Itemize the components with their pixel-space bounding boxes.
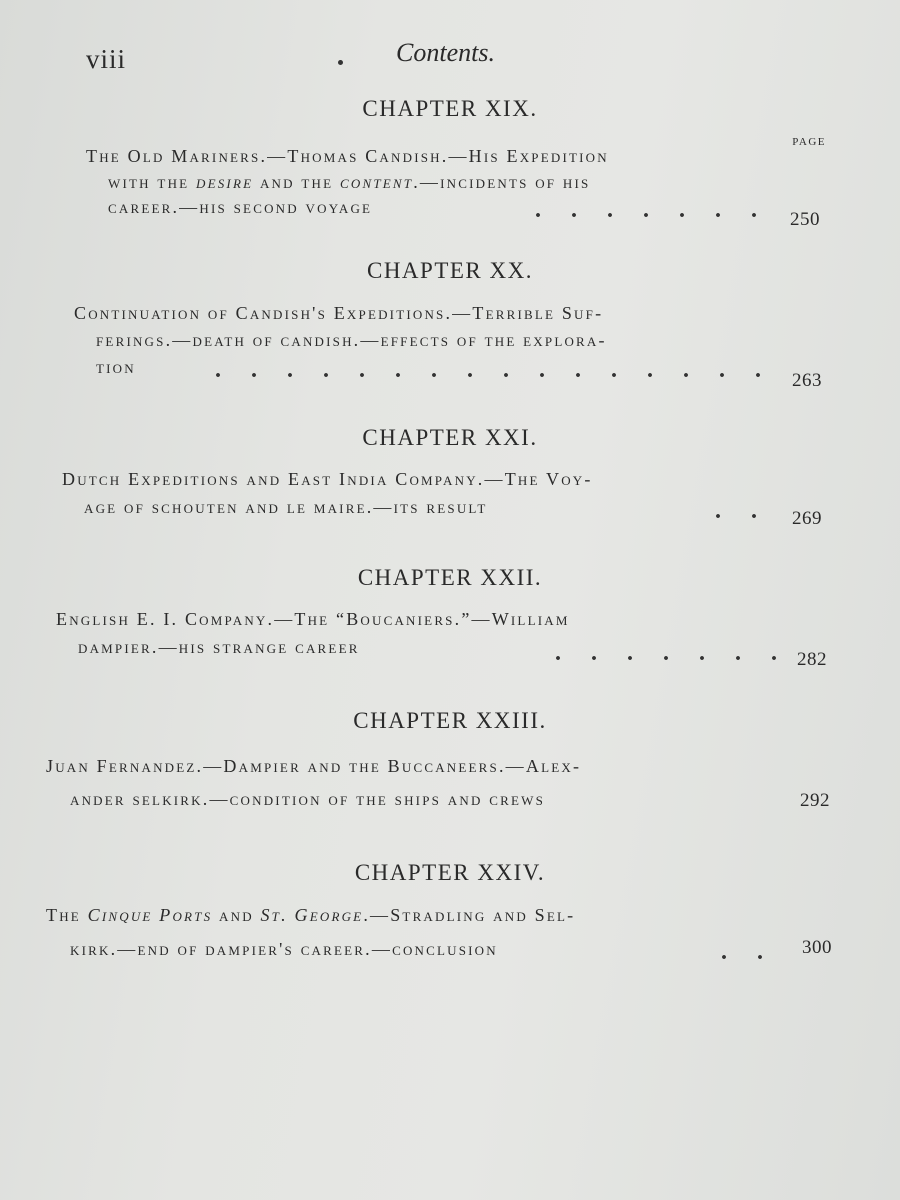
chapter-heading: CHAPTER XXI. bbox=[362, 425, 538, 450]
entry-line: Continuation of Candish's Expeditions.—Terrible Suf- bbox=[74, 303, 604, 323]
entry-line: tion bbox=[96, 357, 136, 377]
italic-title: desire bbox=[196, 172, 254, 192]
page-number: 263 bbox=[792, 370, 822, 391]
page-number: 282 bbox=[797, 649, 827, 670]
page-number: 250 bbox=[790, 209, 820, 230]
chapter-heading: CHAPTER XXIII. bbox=[353, 708, 547, 733]
entry-line: The Old Mariners.—Thomas Candish.—His Expedition bbox=[86, 146, 609, 166]
entry-line: English E. I. Company.—The “Boucaniers.”—William bbox=[56, 609, 570, 629]
entry-line: Dutch Expeditions and East India Company.—The Voy- bbox=[62, 469, 593, 489]
italic-title: St. George bbox=[260, 905, 364, 925]
page-number: 269 bbox=[792, 508, 822, 529]
chapter-heading: CHAPTER XIX. bbox=[362, 96, 538, 121]
entry-line: age of schouten and le maire.—its result bbox=[84, 497, 488, 517]
running-head bbox=[86, 38, 786, 78]
entry-line: The Cinque Ports and St. George.—Stradling and Sel- bbox=[46, 905, 576, 925]
page-folio: viii bbox=[86, 44, 127, 74]
dot-leaders bbox=[520, 211, 776, 219]
dot-leaders bbox=[200, 371, 778, 379]
page-number: 292 bbox=[800, 790, 830, 811]
running-head-title: Contents. bbox=[396, 38, 495, 67]
entry-line: dampier.—his strange career bbox=[78, 637, 360, 657]
chapter-heading: CHAPTER XXII. bbox=[357, 565, 543, 590]
entry-line: ander selkirk.—condition of the ships and crews bbox=[70, 789, 546, 809]
dot-leaders bbox=[700, 512, 776, 520]
entry-line: Juan Fernandez.—Dampier and the Buccaneers.—Alex- bbox=[46, 756, 582, 776]
printer-dot bbox=[338, 60, 343, 65]
entry-line: with the desire and the content.—incidents of his bbox=[108, 172, 591, 192]
dot-leaders bbox=[706, 953, 778, 961]
entry-line: ferings.—death of candish.—effects of the explora- bbox=[96, 330, 607, 350]
chapter-heading: CHAPTER XXIV. bbox=[354, 860, 546, 885]
page-column-label: PAGE bbox=[792, 136, 826, 148]
entry-line: career.—his second voyage bbox=[108, 197, 373, 217]
page-number: 300 bbox=[802, 937, 832, 958]
italic-title: content bbox=[340, 172, 414, 192]
dot-leaders bbox=[540, 654, 780, 662]
entry-line: kirk.—end of dampier's career.—conclusion bbox=[70, 939, 498, 959]
italic-title: Cinque Ports bbox=[87, 905, 213, 925]
chapter-heading: CHAPTER XX. bbox=[366, 258, 533, 283]
